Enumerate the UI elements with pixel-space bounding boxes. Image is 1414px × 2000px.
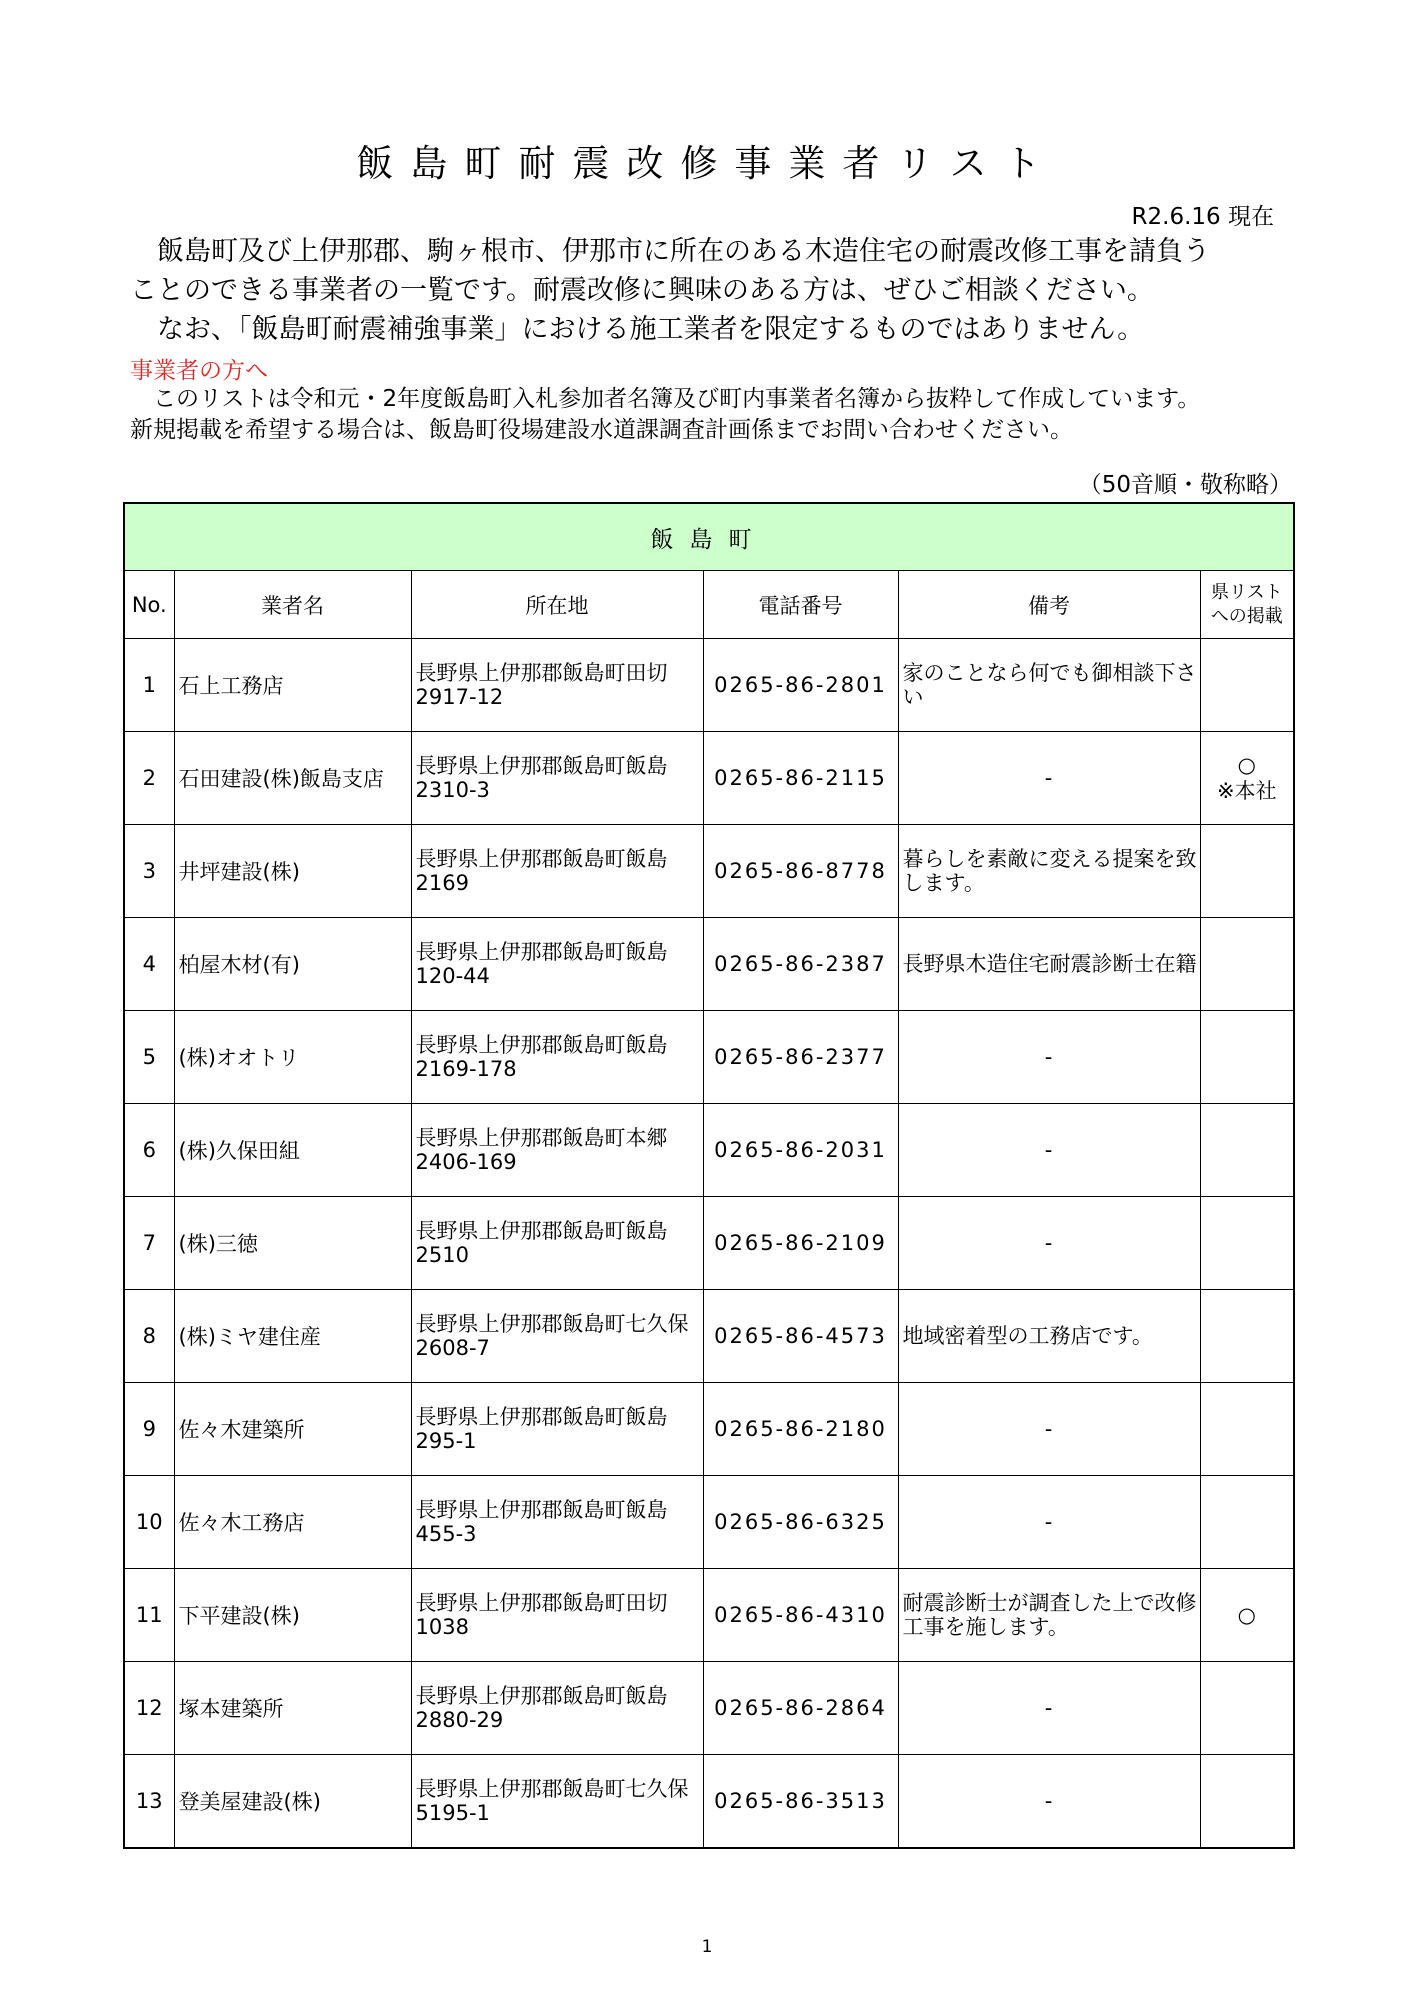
cell-no: 5 [124,1011,174,1104]
cell-name: 柏屋木材(有) [174,918,411,1011]
intro-line: 飯島町及び上伊那郡、駒ヶ根市、伊那市に所在のある木造住宅の耐震改修工事を請負う [130,236,1210,267]
cell-note: 地域密着型の工務店です。 [898,1290,1200,1383]
cell-pref-list [1200,1755,1294,1849]
cell-no: 10 [124,1476,174,1569]
cell-address: 長野県上伊那郡飯島町飯島2310-3 [411,732,703,825]
notice-line: このリストは令和元・2年度飯島町入札参加者名簿及び町内事業者名簿から抜粋して作成しています。 [130,386,1201,412]
cell-no: 8 [124,1290,174,1383]
cell-note: - [898,1383,1200,1476]
table-row [124,1290,1294,1383]
cell-tel: 0265-86-2387 [703,918,898,1011]
table-row [124,1662,1294,1755]
cell-no: 11 [124,1569,174,1662]
cell-tel: 0265-86-8778 [703,825,898,918]
cell-address: 長野県上伊那郡飯島町七久保5195-1 [411,1755,703,1849]
cell-pref-list [1200,1662,1294,1755]
cell-pref-list [1200,1104,1294,1197]
cell-no: 7 [124,1197,174,1290]
cell-tel: 0265-86-6325 [703,1476,898,1569]
section-title: 飯島町 [124,503,1294,571]
cell-tel: 0265-86-2864 [703,1662,898,1755]
header-tel: 電話番号 [703,571,898,639]
cell-pref-list: ○ ※本社 [1200,732,1294,825]
cell-name: 石上工務店 [174,639,411,732]
cell-note: - [898,732,1200,825]
cell-address: 長野県上伊那郡飯島町飯島120-44 [411,918,703,1011]
cell-note: 長野県木造住宅耐震診断士在籍 [898,918,1200,1011]
cell-no: 1 [124,639,174,732]
cell-address: 長野県上伊那郡飯島町飯島455-3 [411,1476,703,1569]
notice-text [130,384,1200,446]
cell-name: 佐々木建築所 [174,1383,411,1476]
cell-tel: 0265-86-2109 [703,1197,898,1290]
cell-no: 4 [124,918,174,1011]
cell-address: 長野県上伊那郡飯島町飯島295-1 [411,1383,703,1476]
table-row [124,1755,1294,1849]
intro-text [130,232,1300,349]
cell-address: 長野県上伊那郡飯島町本郷2406-169 [411,1104,703,1197]
table-row [124,732,1294,825]
as-of-date: R2.6.16 現在 [1131,204,1274,230]
cell-note: - [898,1197,1200,1290]
cell-pref-list [1200,918,1294,1011]
cell-pref-list: ○ [1200,1569,1294,1662]
cell-tel: 0265-86-4310 [703,1569,898,1662]
table-row [124,639,1294,732]
cell-pref-list [1200,1011,1294,1104]
cell-name: 塚本建築所 [174,1662,411,1755]
cell-name: (株)三徳 [174,1197,411,1290]
cell-pref-list [1200,1383,1294,1476]
notice-heading: 事業者の方へ [130,358,268,384]
contractor-table [123,502,1295,1849]
cell-pref-list [1200,1197,1294,1290]
header-pref-list [1200,571,1294,639]
cell-no: 13 [124,1755,174,1849]
cell-tel: 0265-86-2377 [703,1011,898,1104]
cell-no: 2 [124,732,174,825]
table-row [124,825,1294,918]
cell-name: 佐々木工務店 [174,1476,411,1569]
section-band [124,503,1294,571]
cell-tel: 0265-86-2180 [703,1383,898,1476]
table-row [124,1383,1294,1476]
cell-name: (株)久保田組 [174,1104,411,1197]
cell-address: 長野県上伊那郡飯島町田切1038 [411,1569,703,1662]
cell-note: 暮らしを素敵に変える提案を致します。 [898,825,1200,918]
cell-address: 長野県上伊那郡飯島町飯島2510 [411,1197,703,1290]
cell-name: (株)ミヤ建住産 [174,1290,411,1383]
header-name: 業者名 [174,571,411,639]
header-note: 備考 [898,571,1200,639]
cell-tel: 0265-86-2801 [703,639,898,732]
cell-note: 耐震診断士が調査した上で改修工事を施します。 [898,1569,1200,1662]
cell-note: - [898,1662,1200,1755]
table-row [124,1197,1294,1290]
table-row [124,918,1294,1011]
cell-address: 長野県上伊那郡飯島町飯島2880-29 [411,1662,703,1755]
cell-address: 長野県上伊那郡飯島町七久保2608-7 [411,1290,703,1383]
cell-pref-list [1200,825,1294,918]
order-note: （50音順・敬称略） [1078,472,1292,498]
cell-tel: 0265-86-3513 [703,1755,898,1849]
table-row [124,1104,1294,1197]
cell-no: 12 [124,1662,174,1755]
notice-line: 新規掲載を希望する場合は、飯島町役場建設水道課調査計画係までお問い合わせください。 [130,417,1073,443]
cell-note: 家のことなら何でも御相談下さい [898,639,1200,732]
cell-no: 3 [124,825,174,918]
header-no: No. [124,571,174,639]
cell-no: 9 [124,1383,174,1476]
cell-tel: 0265-86-2115 [703,732,898,825]
cell-no: 6 [124,1104,174,1197]
cell-address: 長野県上伊那郡飯島町飯島2169 [411,825,703,918]
table-row [124,1569,1294,1662]
cell-tel: 0265-86-2031 [703,1104,898,1197]
cell-pref-list [1200,1290,1294,1383]
table-row [124,1011,1294,1104]
cell-name: 井坪建設(株) [174,825,411,918]
page-title: 飯島町耐震改修事業者リスト [356,142,1058,185]
table-header-row [124,571,1294,639]
cell-name: (株)オオトリ [174,1011,411,1104]
header-pref-list-label: 県リスト への掲載 [1210,581,1283,627]
cell-note: - [898,1755,1200,1849]
cell-tel: 0265-86-4573 [703,1290,898,1383]
cell-address: 長野県上伊那郡飯島町飯島2169-178 [411,1011,703,1104]
cell-note: - [898,1476,1200,1569]
table-row [124,1476,1294,1569]
cell-name: 石田建設(株)飯島支店 [174,732,411,825]
cell-name: 下平建設(株) [174,1569,411,1662]
cell-name: 登美屋建設(株) [174,1755,411,1849]
cell-pref-list [1200,639,1294,732]
header-address: 所在地 [411,571,703,639]
cell-pref-list [1200,1476,1294,1569]
intro-line: ことのできる事業者の一覧です。耐震改修に興味のある方は、ぜひご相談ください。 [130,275,1154,306]
page-number: 1 [701,1937,713,1957]
cell-note: - [898,1104,1200,1197]
cell-note: - [898,1011,1200,1104]
cell-address: 長野県上伊那郡飯島町田切2917-12 [411,639,703,732]
intro-line: なお、「飯島町耐震補強事業」における施工業者を限定するものではありません。 [130,314,1145,345]
